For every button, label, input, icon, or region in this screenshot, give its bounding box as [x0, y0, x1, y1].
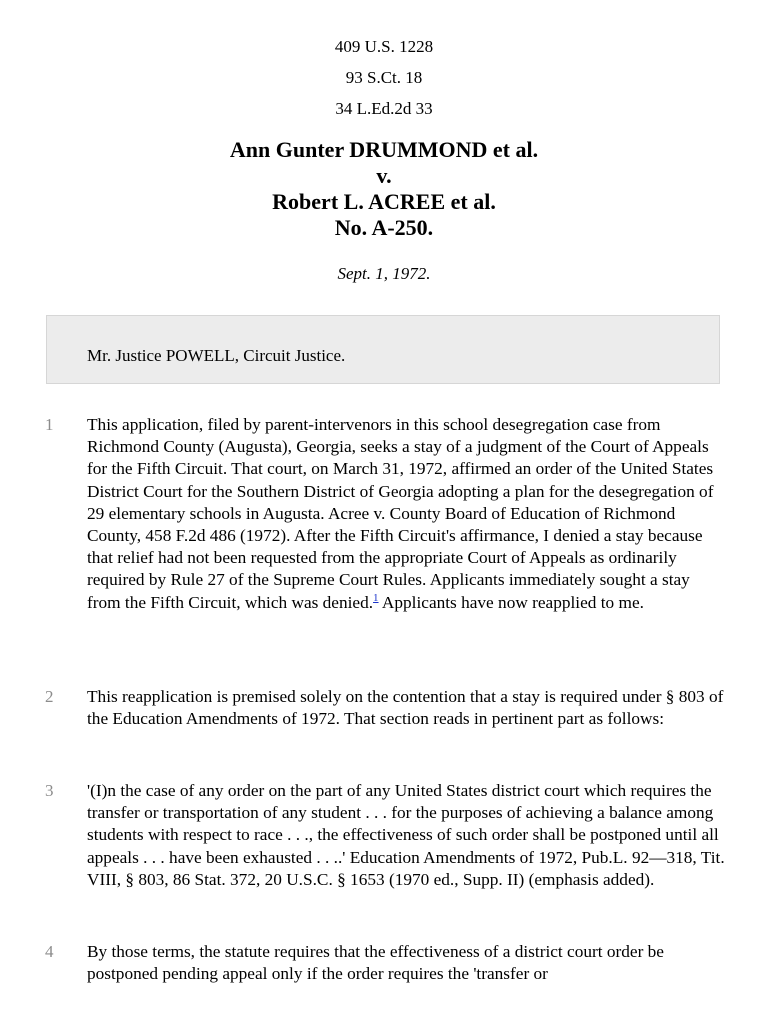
paragraph-text: By those terms, the statute requires that the effectiveness of a district court order be postponed pending appeal only if the order requires the 'transfer or: [87, 942, 664, 984]
paragraph-text: '(I)n the case of any order on the part of any United States district court which requires the transfer or transportation of any student . . . for the purposes of achieving a balance among students with respect to race . . ., the effectiveness of such order shall be postponed until all appeals . . . have been exhausted . . ..' Education Amendments of 1972, Pub.L. 92—318, Tit. VIII, § 803, 86 Stat. 372, 20 U.S.C. § 1653 (1970 ed., Supp. II) (emphasis added).: [87, 781, 725, 889]
paragraph-text-after: Applicants have now reapplied to me.: [378, 592, 644, 612]
case-title-versus: v.: [376, 163, 392, 188]
footnote-link[interactable]: 1: [373, 591, 379, 604]
justice-box: [46, 315, 720, 384]
paragraph-number: 4: [45, 942, 54, 961]
paragraph-text-before: This application, filed by parent-intervenors in this school desegregation case from Richmond County (Augusta), Georgia, seeks a stay of a judgment of the Court of Appeals for the Fifth Circuit. That court, on March 31, 1972, affirmed an order of the United States District Court for the Southern District of Georgia adopting a plan for the desegregation of 29 elementary schools in Augusta. Acree v. County Board of Education of Richmond County, 458 F.2d 486 (1972). After the Fifth Circuit's affirmance, I denied a stay because that relief had not been requested from the appropriate Court of Appeals as ordinarily required by Rule 27 of the Supreme Court Rules. Applicants immediately sought a stay from the Fifth Circuit, which was denied.: [87, 415, 714, 612]
decision-date: Sept. 1, 1972.: [337, 264, 431, 283]
citation-block: [0, 0, 768, 124]
paragraph-text: [87, 414, 727, 614]
citation-led: 34 L.Ed.2d 33: [335, 99, 433, 118]
paragraph-text: This reapplication is premised solely on the contention that a stay is required under § 803 of the Education Amendments of 1972. That section reads in pertinent part as follows:: [87, 687, 724, 729]
case-title-petitioner: Ann Gunter DRUMMOND et al.: [229, 137, 539, 162]
case-title-respondent: Robert L. ACREE et al.: [272, 189, 496, 214]
justice-name: Mr. Justice POWELL, Circuit Justice.: [87, 346, 346, 365]
paragraph-number: 1: [45, 415, 54, 434]
paragraph-number: 3: [45, 781, 54, 800]
citation-sct: 93 S.Ct. 18: [345, 68, 423, 87]
case-number: No. A-250.: [334, 215, 434, 240]
citation-us: 409 U.S. 1228: [334, 37, 434, 56]
case-title: [0, 137, 768, 241]
paragraph-number: 2: [45, 687, 54, 706]
